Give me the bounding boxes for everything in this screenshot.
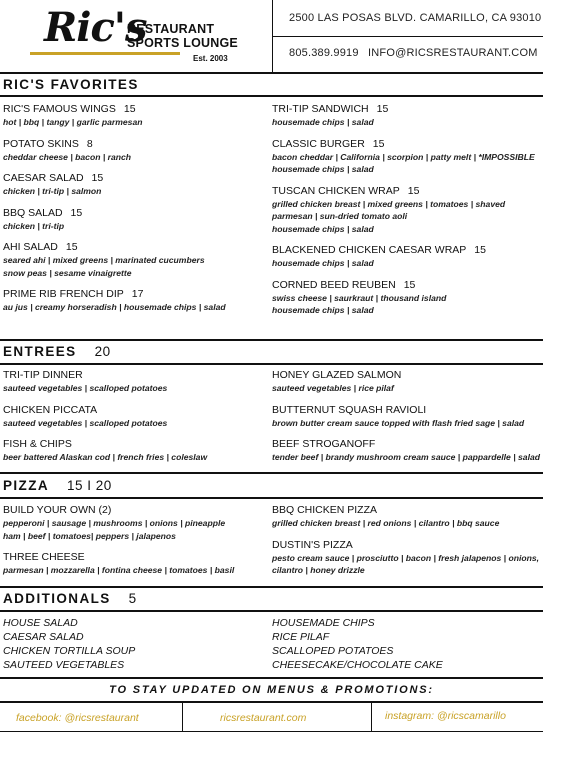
menu-item-name (272, 185, 542, 198)
section-title: ENTREES (3, 344, 77, 359)
favorites-left-column (3, 103, 273, 323)
menu-item-title: CHICKEN PICCATA (3, 403, 98, 416)
menu-item-description: snow peas | sesame vinaigrette (3, 267, 132, 278)
menu-item (272, 138, 542, 176)
menu-item-title: POTATO SKINS (3, 137, 79, 150)
website-link[interactable]: ricsrestaurant.com (220, 712, 307, 724)
menu-item-name (272, 438, 542, 451)
section-title: PIZZA (3, 478, 49, 493)
section-title: ADDITIONALS (3, 591, 111, 606)
section-price: 5 (128, 591, 137, 606)
rule-additionals-top (0, 586, 543, 588)
menu-item-name (3, 404, 273, 417)
menu-item (272, 539, 542, 577)
menu-item-name (3, 103, 273, 116)
menu-item-name (3, 138, 273, 151)
menu-item-description: grilled chicken breast | mixed greens | tomatoes | shaved (272, 198, 506, 209)
phone[interactable]: 805.389.9919 (289, 47, 359, 59)
pizza-right-column (272, 504, 542, 586)
menu-item-description: housemade chips | salad (272, 223, 374, 234)
menu-item (272, 244, 542, 270)
menu-item-price: 15 (372, 137, 385, 150)
footer-divider-1 (182, 701, 183, 732)
rule-pizza-top (0, 472, 543, 474)
rule-pizza (0, 497, 543, 499)
menu-item-description: hot | bbq | tangy | garlic parmesan (3, 117, 143, 127)
menu-item (3, 438, 273, 464)
menu-item-description: grilled chicken breast | red onions | cilantro | bbq sauce (272, 518, 500, 528)
menu-item-name (3, 207, 273, 220)
menu-item (3, 241, 273, 279)
menu-item-description: beer battered Alaskan cod | french fries | coleslaw (3, 452, 208, 462)
menu-item (3, 551, 273, 577)
menu-item (272, 185, 542, 236)
logo-est: Est. 2003 (193, 54, 228, 63)
menu-item (272, 438, 542, 464)
menu-item-price: 15 (376, 103, 389, 115)
menu-item-name (3, 288, 273, 301)
menu-item-title: TRI-TIP SANDWICH (272, 103, 369, 115)
menu-item (272, 404, 542, 430)
menu-item-title: HONEY GLAZED SALMON (272, 369, 402, 381)
menu-item-title: RIC'S FAMOUS WINGS (3, 103, 116, 115)
menu-item-description: sauteed vegetables | scalloped potatoes (3, 383, 168, 393)
menu-item-description: sauteed vegetables | rice pilaf (272, 383, 394, 393)
menu-item-title: BBQ SALAD (3, 206, 63, 219)
additionals-left-column (3, 616, 273, 672)
menu-item-name (272, 504, 542, 517)
additionals-right-column (272, 616, 542, 672)
additional-item: CHEESECAKE/CHOCOLATE CAKE (272, 659, 443, 671)
menu-item-description: bacon cheddar | California | scorpion | patty melt | *IMPOSSIBLE (272, 151, 535, 162)
menu-item-title: BBQ CHICKEN PIZZA (272, 504, 378, 516)
additional-item: CHICKEN TORTILLA SOUP (3, 645, 136, 657)
rule-favorites (0, 95, 543, 97)
menu-item-title: FISH & CHIPS (3, 438, 72, 450)
menu-item-name (272, 404, 542, 417)
menu-item-name (3, 551, 273, 564)
menu-item-price: 15 (91, 172, 104, 184)
menu-item-title: PRIME RIB FRENCH DIP (3, 288, 124, 300)
menu-item (272, 504, 542, 530)
additional-item: SCALLOPED POTATOES (272, 645, 394, 657)
menu-item-name (3, 241, 273, 254)
rule-footer-bottom (0, 731, 543, 732)
menu-item-description: au jus | creamy horseradish | housemade chips | salad (3, 302, 226, 312)
menu-item-title: BUILD YOUR OWN (2) (3, 504, 112, 516)
menu-item-description: housemade chips | salad (272, 258, 374, 268)
menu-item-name (3, 438, 273, 451)
rule-entrees-top (0, 339, 543, 341)
menu-item-name (272, 138, 542, 151)
menu-item-title: TRI-TIP DINNER (3, 369, 83, 381)
pizza-left-column (3, 504, 273, 586)
rule-top (0, 72, 543, 74)
menu-item-price: 15 (70, 206, 83, 219)
menu-item (3, 103, 273, 129)
instagram-link[interactable]: instagram: @ricscamarillo (385, 710, 506, 722)
menu-item-description: housemade chips | salad (272, 164, 374, 174)
additional-item: HOUSEMADE CHIPS (272, 617, 375, 629)
entrees-left-column (3, 369, 273, 473)
menu-item (3, 138, 273, 164)
section-additionals (3, 591, 137, 606)
menu-item-title: BEEF STROGANOFF (272, 438, 376, 450)
menu-item (3, 172, 273, 198)
footer-divider-2 (371, 701, 372, 732)
menu-item-price: 17 (131, 288, 144, 300)
additional-item: SAUTEED VEGETABLES (3, 659, 125, 671)
menu-item-title: CORNED BEED REUBEN (272, 278, 396, 291)
menu-item (3, 369, 273, 395)
menu-item-description: parmesan | mozzarella | fontina cheese | tomatoes | basil (3, 565, 235, 575)
menu-item-description: chicken | tri-tip | salmon (3, 186, 102, 196)
menu-item-description: brown butter cream sauce topped with flash fried sage | salad (272, 417, 525, 428)
section-favorites (3, 77, 139, 92)
additional-item: HOUSE SALAD (3, 617, 78, 629)
menu-item-description: ham | beef | tomatoes| peppers | jalapenos (3, 530, 176, 541)
menu-item-name (3, 172, 273, 185)
menu-item-price: 8 (86, 137, 93, 150)
menu-item (272, 369, 542, 395)
menu-item-title: BLACKENED CHICKEN CAESAR WRAP (272, 244, 467, 256)
menu-item-name (3, 369, 273, 382)
rule-footer (0, 701, 543, 703)
address: 2500 LAS POSAS BLVD. CAMARILLO, CA 93010 (289, 12, 542, 24)
menu-item-name (272, 103, 542, 116)
rule-entrees (0, 363, 543, 365)
logo-restaurant: RESTAURANT (127, 22, 215, 36)
facebook-link[interactable]: facebook: @ricsrestaurant (16, 712, 139, 724)
menu-item-name (3, 504, 273, 517)
menu-item (3, 404, 273, 430)
rule-footer-top (0, 677, 543, 679)
menu-item-description: seared ahi | mixed greens | marinated cucumbers (3, 255, 205, 265)
logo-script: Ric's (44, 4, 147, 51)
section-title: RIC'S FAVORITES (3, 77, 139, 92)
menu-item-title: AHI SALAD (3, 241, 58, 253)
menu-item-price: 15 (407, 184, 420, 197)
menu-item (3, 207, 273, 233)
menu-item-title: CAESAR SALAD (3, 172, 84, 184)
menu-item-description: pesto cream sauce | prosciutto | bacon | fresh jalapenos | onions, (272, 552, 540, 563)
menu-item-description: sauteed vegetables | scalloped potatoes (3, 417, 168, 428)
menu-item-title: BUTTERNUT SQUASH RAVIOLI (272, 403, 427, 416)
stay-updated-heading: TO STAY UPDATED ON MENUS & PROMOTIONS: (109, 684, 434, 696)
section-entrees (3, 344, 111, 359)
menu-item-description: pepperoni | sausage | mushrooms | onions | pineapple (3, 518, 226, 528)
menu-item (272, 279, 542, 317)
menu-item-name (272, 539, 542, 552)
menu-item-description: tender beef | brandy mushroom cream sauce | pappardelle | salad (272, 452, 540, 462)
email[interactable]: INFO@RICSRESTAURANT.COM (368, 47, 538, 59)
menu-item-price: 15 (123, 103, 136, 115)
logo-sports-lounge: SPORTS LOUNGE (127, 36, 238, 50)
rule-additionals (0, 610, 543, 612)
header-inner-rule (272, 36, 543, 37)
menu-item-description: housemade chips | salad (272, 305, 374, 315)
menu-item-price: 15 (403, 278, 416, 291)
menu-item-description: cheddar cheese | bacon | ranch (3, 151, 132, 162)
menu-item-title: TUSCAN CHICKEN WRAP (272, 184, 400, 197)
menu-item-price: 15 (65, 241, 78, 253)
menu-item-description: swiss cheese | saurkraut | thousand island (272, 292, 447, 303)
additional-item: CAESAR SALAD (3, 631, 84, 643)
logo-gold-bar (30, 52, 180, 55)
entrees-right-column (272, 369, 542, 473)
menu-item-title: THREE CHEESE (3, 551, 85, 563)
menu-item-name (272, 369, 542, 382)
menu-item-description: cilantro | honey drizzle (272, 565, 365, 575)
section-price: 15 I 20 (67, 478, 112, 493)
menu-item-description: chicken | tri-tip (3, 220, 65, 231)
additional-item: RICE PILAF (272, 631, 330, 643)
menu-item (3, 288, 273, 314)
menu-item (3, 504, 273, 542)
menu-item-description: parmesan | sun-dried tomato aoli (272, 211, 408, 221)
section-pizza (3, 478, 112, 493)
favorites-right-column (272, 103, 542, 326)
menu-item-price: 15 (474, 244, 486, 256)
menu-item-title: DUSTIN'S PIZZA (272, 538, 353, 551)
section-price: 20 (94, 344, 111, 359)
menu-item-name (272, 279, 542, 292)
menu-item-description: housemade chips | salad (272, 117, 374, 127)
menu-item-name (272, 244, 542, 257)
menu-item-title: CLASSIC BURGER (272, 137, 365, 150)
menu-item (272, 103, 542, 129)
